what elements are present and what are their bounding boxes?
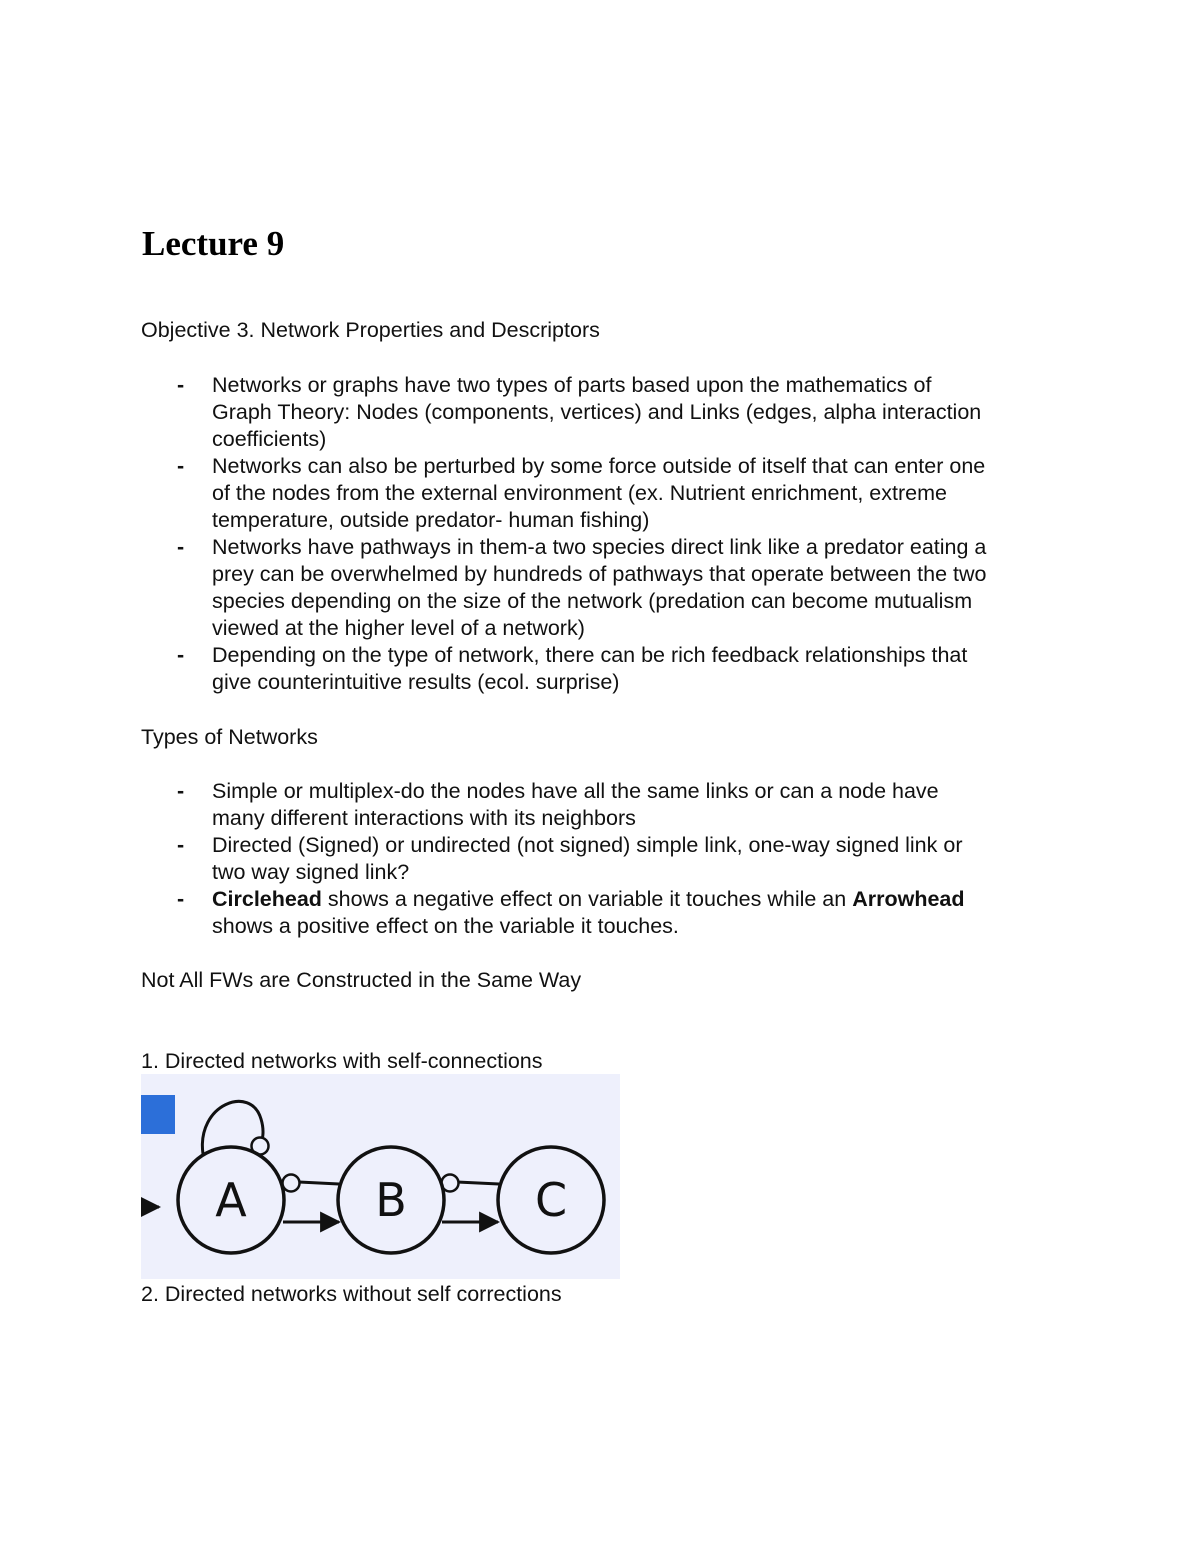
node-a — [178, 1147, 284, 1253]
bullet-line: give counterintuitive results (ecol. surprise) — [212, 670, 620, 694]
node-b-label: B — [375, 1173, 407, 1227]
node-c-label: C — [534, 1173, 568, 1227]
item-1-heading: 1. Directed networks with self-connections — [141, 1049, 543, 1073]
node-a-label: A — [215, 1173, 247, 1227]
network-diagram — [141, 1074, 620, 1279]
bullet-item-pathways — [141, 534, 1071, 642]
bullet-line: shows a positive effect on the variable it touches. — [212, 914, 679, 938]
bullet-item-parts — [141, 372, 1071, 453]
network-diagram-svg — [141, 1074, 620, 1279]
fw-heading: Not All FWs are Constructed in the Same Way — [141, 968, 582, 992]
types-heading: Types of Networks — [141, 725, 318, 749]
objective-heading: Objective 3. Network Properties and Descriptors — [141, 318, 600, 342]
arrowhead-term: Arrowhead — [852, 887, 965, 911]
bullet-line: prey can be overwhelmed by hundreds of pathways that operate between the two — [212, 562, 987, 586]
bullet-dash: - — [177, 373, 185, 397]
bullet-line: Depending on the type of network, there can be rich feedback relationships that — [212, 643, 968, 667]
circlehead-a — [283, 1175, 300, 1192]
bullet-line: Networks or graphs have two types of parts based upon the mathematics of — [212, 373, 932, 397]
bullet-line: Networks have pathways in them-a two species direct link like a predator eating a — [212, 535, 987, 559]
objective-bullet-list — [141, 372, 1071, 696]
node-b — [338, 1147, 444, 1253]
bullet-dash: - — [177, 887, 185, 911]
accent-square — [141, 1095, 175, 1134]
bullet-line: species depending on the size of the network (predation can become mutualism — [212, 589, 973, 613]
bullet-line: of the nodes from the external environment (ex. Nutrient enrichment, extreme — [212, 481, 947, 505]
item-2-heading: 2. Directed networks without self corrections — [141, 1282, 562, 1306]
bullet-line: Networks can also be perturbed by some force outside of itself that can enter one — [212, 454, 986, 478]
bullet-line: Simple or multiplex-do the nodes have all the same links or can a node have — [212, 779, 939, 803]
bullet-line: many different interactions with its neighbors — [212, 806, 636, 830]
bullet-line: Graph Theory: Nodes (components, vertices) and Links (edges, alpha interaction — [212, 400, 982, 424]
bullet-dash: - — [177, 535, 185, 559]
bullet-item-directed — [141, 832, 1071, 886]
bullet-line: temperature, outside predator- human fishing) — [212, 508, 650, 532]
bullet-dash: - — [177, 833, 185, 857]
bullet-dash: - — [177, 779, 185, 803]
circlehead-term: Circlehead — [212, 887, 322, 911]
page-title: Lecture 9 — [142, 224, 285, 263]
bullet-item-multiplex — [141, 778, 1071, 832]
bullet-line: viewed at the higher level of a network) — [212, 616, 585, 640]
bullet-line: Directed (Signed) or undirected (not signed) simple link, one-way signed link or — [212, 833, 963, 857]
bullet-line: coefficients) — [212, 427, 327, 451]
bullet-line: two way signed link? — [212, 860, 410, 884]
bullet-dash: - — [177, 454, 185, 478]
types-bullet-list — [141, 778, 1071, 940]
node-c — [498, 1147, 604, 1253]
bullet-item-circlehead — [141, 886, 1071, 940]
bullet-dash: - — [177, 643, 185, 667]
bullet-text: shows a negative effect on variable it touches while an — [321, 887, 853, 911]
bullet-item-feedback — [141, 642, 1071, 696]
bullet-item-perturbation — [141, 453, 1071, 534]
